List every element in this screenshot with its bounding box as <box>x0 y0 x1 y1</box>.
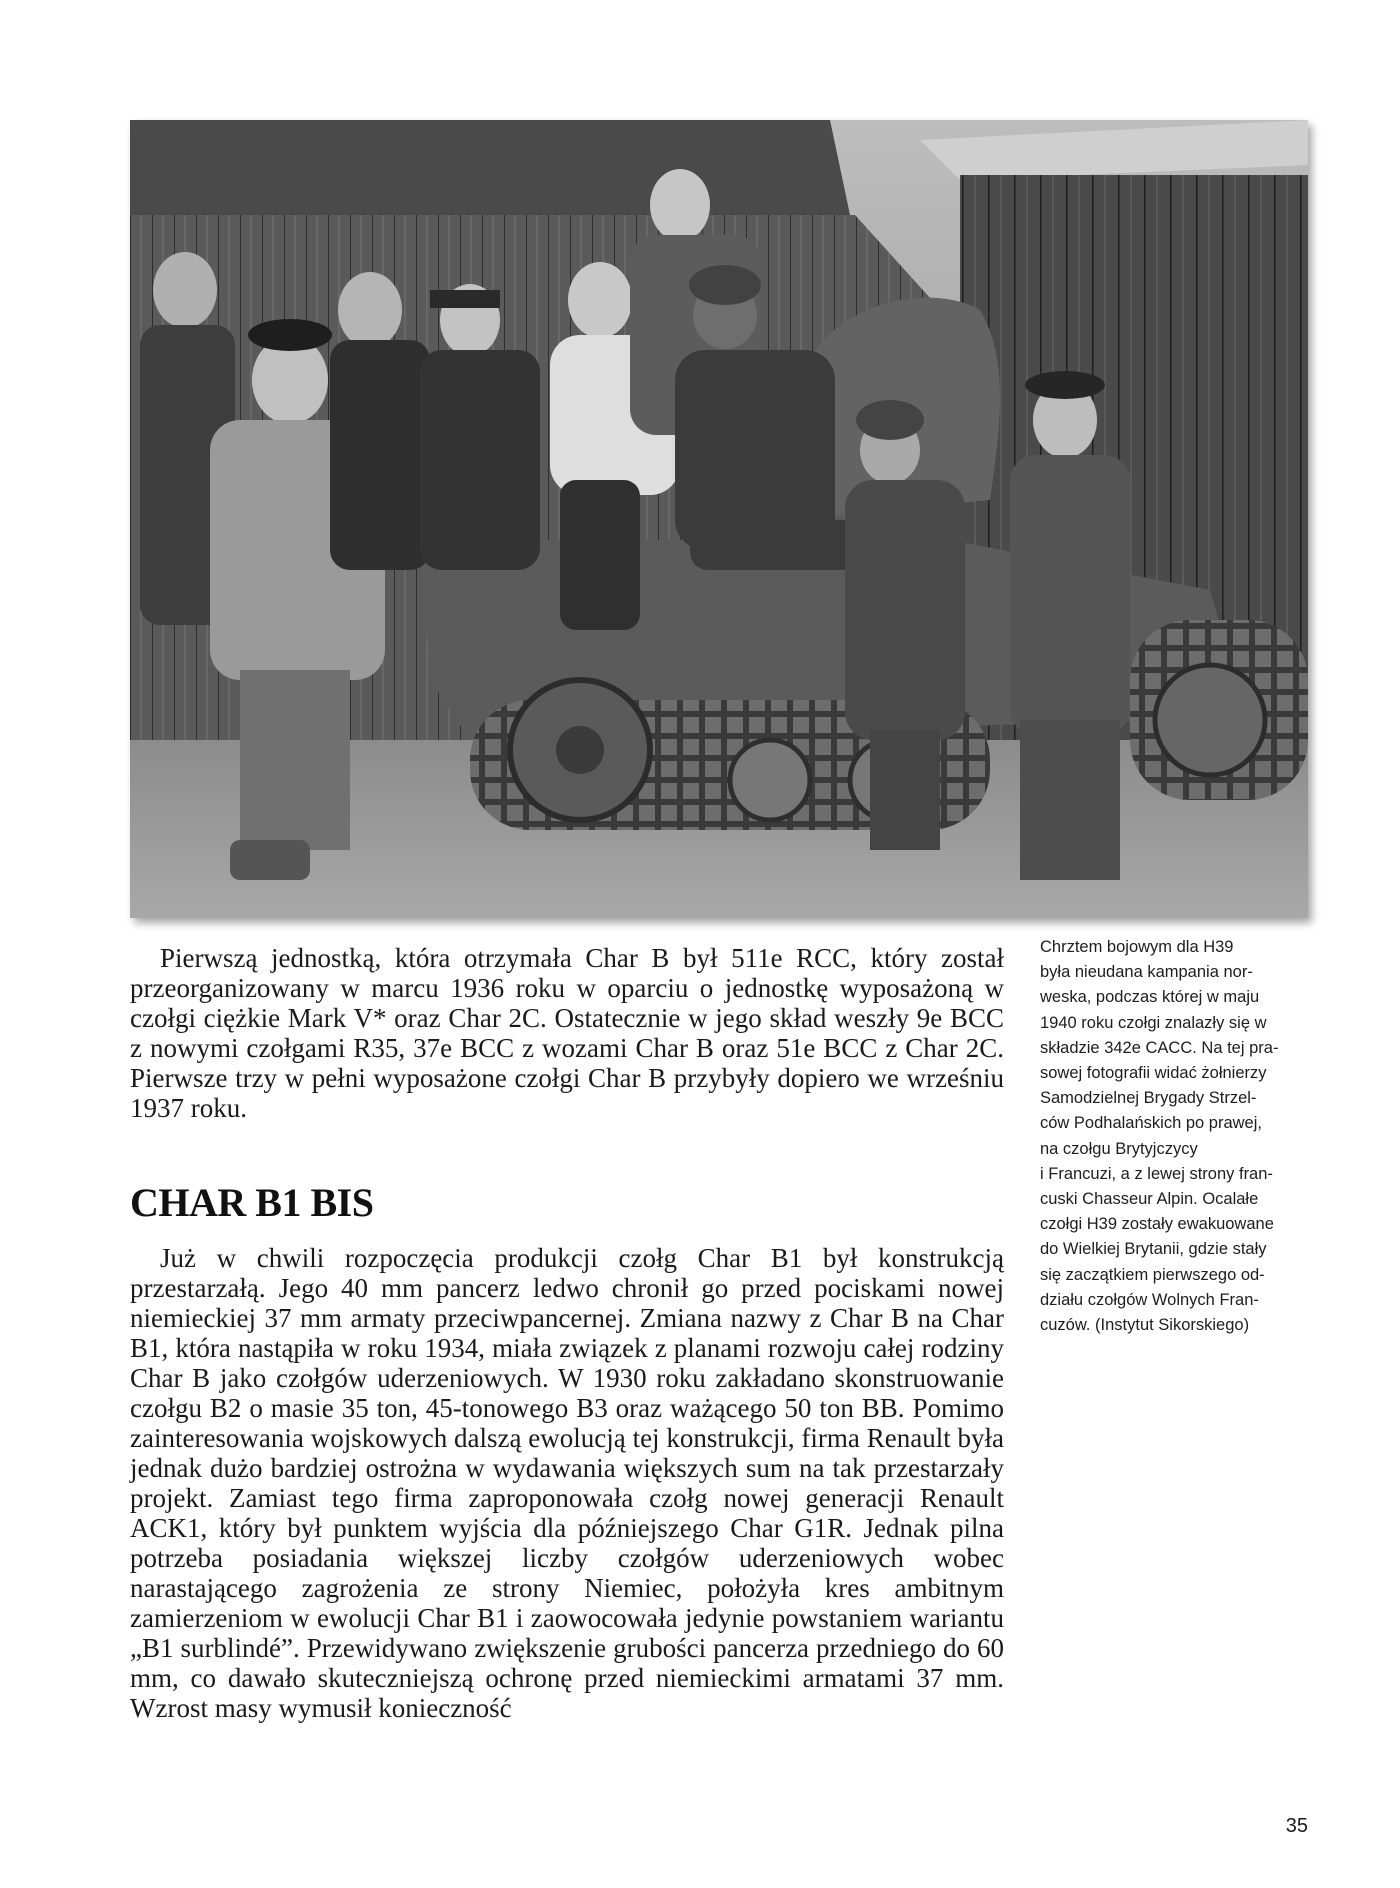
paragraph-text: Pierwszą jednostką, która otrzymała Char B był 511e RCC, który został przeorganizowany w marcu 1936 roku w oparciu o jednostkę wyposażoną w czołgi ciężkie Mark V* oraz Char 2C. Ostatecznie w jego skład weszły 9e BCC z nowymi czołgami R35, 37e BCC z wozami Char B oraz 51e BCC z Char 2C. Pierwsze trzy w pełni wyposażone czołgi Char B przybyły dopiero we wrześniu 1937 roku. <box>130 943 1004 1123</box>
caption-line: czołgi H39 zostały ewakuowane <box>1040 1215 1274 1234</box>
caption-line: weska, podczas której w maju <box>1040 988 1260 1007</box>
body-paragraph-1 <box>130 943 1004 1123</box>
caption-line: działu czołgów Wolnych Fran- <box>1040 1290 1259 1309</box>
caption-line: się zaczątkiem pierwszego od- <box>1040 1265 1265 1284</box>
page-number: 35 <box>1285 1815 1308 1837</box>
caption-line: składzie 342e CACC. Na tej pra- <box>1040 1038 1279 1057</box>
caption-line: była nieudana kampania nor- <box>1040 963 1253 982</box>
section-heading: CHAR B1 BIS <box>130 1180 374 1225</box>
caption-line: cuski Chasseur Alpin. Ocalałe <box>1040 1190 1259 1209</box>
caption-line: do Wielkiej Brytanii, gdzie stały <box>1040 1240 1267 1259</box>
caption-line: ców Podhalańskich po prawej, <box>1040 1114 1262 1133</box>
caption-line: 1940 roku czołgi znalazły się w <box>1040 1013 1267 1032</box>
photo-caption <box>1040 935 1308 1338</box>
caption-line: cuzów. (Instytut Sikorskiego) <box>1040 1316 1250 1335</box>
caption-line: i Francuzi, a z lewej strony fran- <box>1040 1164 1273 1183</box>
body-paragraph-2 <box>130 1243 1004 1723</box>
caption-line: Samodzielnej Brygady Strzel- <box>1040 1089 1257 1108</box>
paragraph-text: Już w chwili rozpoczęcia produkcji czołg Char B1 był konstrukcją przestarzałą. Jego 40 mm pancerz ledwo chronił go przed pociskami nowej niemieckiej 37 mm armaty przeciwpancernej. Zmiana nazwy z Char B na Char B1, która nastąpiła w roku 1934, miała związek z planami rozwoju całej rodziny Char B jako czołgów uderzeniowych. W 1930 roku zakładano skonstruowanie czołgu B2 o masie 35 ton, 45-tonowego B3 oraz ważącego 50 ton BB. Pomimo zainteresowania wojskowych dalszą ewolucją tej konstrukcji, firma Renault była jednak dużo bardziej ostrożna w wydawania większych sum na tak przestarzały projekt. Zamiast tego firma zaproponowała czołg nowej generacji Renault ACK1, który był punktem wyjścia dla późniejszego Char G1R. Jednak pilna potrzeba posiadania większej liczby czołgów uderzeniowych wobec narastającego zagrożenia ze strony Niemiec, położyła kres ambitnym zamierzeniom w ewolucji Char B1 i zaowocowała jedynie powstaniem wariantu „B1 surblindé”. Przewidywano zwiększenie grubości pancerza przedniego do 60 mm, co dawało skuteczniejszą ochronę przed niemieckimi armatami 37 mm. Wzrost masy wymusił konieczność <box>130 1243 1004 1723</box>
caption-line: na czołgu Brytyjczycy <box>1040 1139 1198 1158</box>
caption-line: sowej fotografii widać żołnierzy <box>1040 1064 1267 1083</box>
historical-photo-tank-crew <box>130 120 1308 918</box>
caption-line: Chrztem bojowym dla H39 <box>1040 938 1234 956</box>
